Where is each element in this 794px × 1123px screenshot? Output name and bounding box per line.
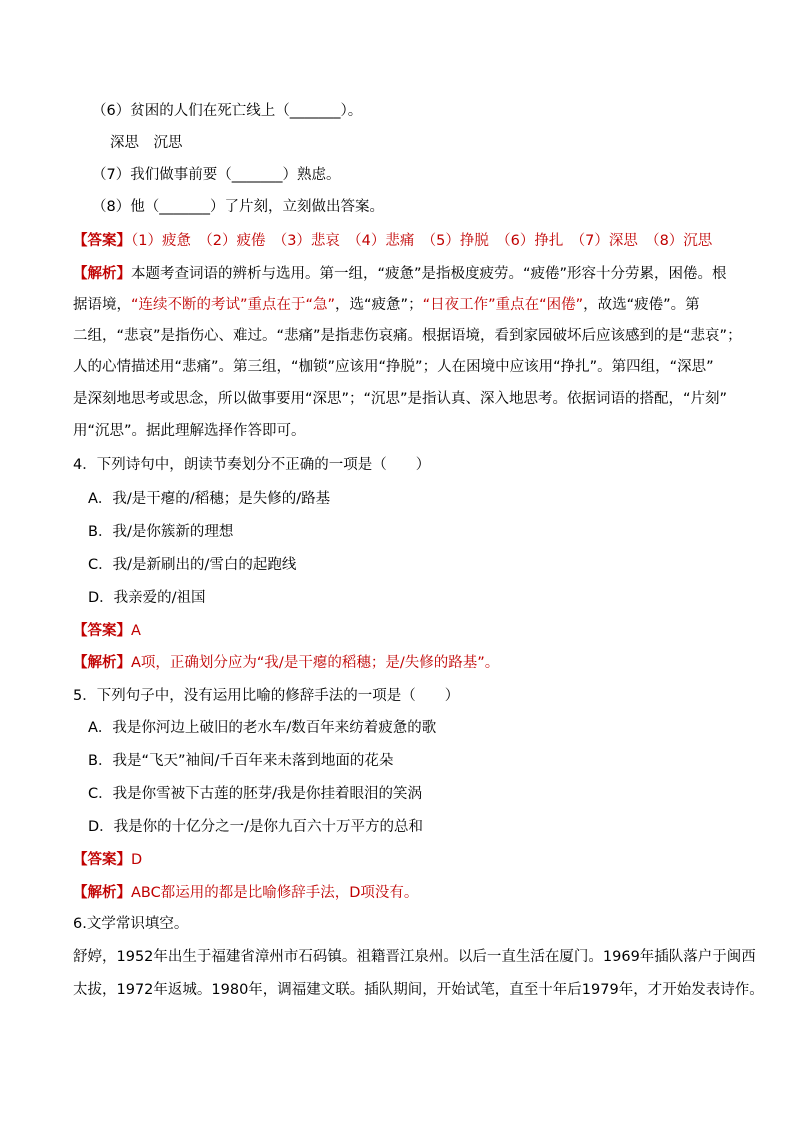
analysis-tag: 【解析】 xyxy=(73,266,131,282)
q5-analysis xyxy=(73,883,418,903)
q3-answer xyxy=(73,231,712,251)
answer-tag: 【答案】 xyxy=(73,852,131,868)
q3-analysis-text-2d: “日夜工作”重点在“困倦” xyxy=(422,297,584,313)
q3-item-8: （8）他（_______）了片刻，立刻做出答案。 xyxy=(92,199,384,215)
q4-option-a: A．我/是干瘪的/稻穗；是失修的/路基 xyxy=(88,491,331,507)
q5-option-b: B．我是“飞天”袖间/千百年来未落到地面的花朵 xyxy=(88,753,394,769)
q5-analysis-text: ABC都运用的都是比喻修辞手法，D项没有。 xyxy=(131,885,419,901)
q5-option-a: A．我是你河边上破旧的老水车/数百年来纺着疲惫的歌 xyxy=(88,720,437,736)
answer-tag: 【答案】 xyxy=(73,233,131,249)
q3-answer-text: （1）疲惫 （2）疲倦 （3）悲哀 （4）悲痛 （5）挣脱 （6）挣扎 （7）深思 （8）沉思 xyxy=(131,233,713,249)
q3-analysis-line-3: 二组，“悲哀”是指伤心、难过。“悲痛”是指悲伤哀痛。根据语境，看到家园破坏后应该感到的是“悲哀”； xyxy=(73,328,742,344)
q3-item-6: （6）贫困的人们在死亡线上（_______）。 xyxy=(92,103,363,119)
q4-analysis xyxy=(73,653,499,673)
q4-option-b: B．我/是你簇新的理想 xyxy=(88,524,234,540)
q3-item-7: （7）我们做事前要（_______）熟虑。 xyxy=(92,167,341,183)
q3-analysis-text-2b: “连续不断的考试”重点在于“急” xyxy=(131,297,336,313)
q3-item-6-options: 深思 沉思 xyxy=(110,135,183,151)
q3-analysis-text-1: 本题考查词语的辨析与选用。第一组，“疲惫”是指极度疲劳。“疲倦”形容十分劳累，困倦。根 xyxy=(131,266,727,282)
q5-option-c: C．我是你雪被下古莲的胚芽/我是你挂着眼泪的笑涡 xyxy=(88,786,423,802)
q3-analysis-line-6: 用“沉思”。据此理解选择作答即可。 xyxy=(73,423,306,439)
q3-analysis-text-2e: ，故选“疲倦”。第 xyxy=(583,297,700,313)
q3-analysis-text-2c: ，选“疲惫”； xyxy=(335,297,423,313)
q5-stem: 5．下列句子中，没有运用比喻的修辞手法的一项是（ ） xyxy=(73,688,460,704)
q3-analysis-text-2a: 据语境， xyxy=(73,297,131,313)
q5-answer xyxy=(73,850,142,870)
analysis-tag: 【解析】 xyxy=(73,655,131,671)
q5-answer-text: D xyxy=(131,852,143,868)
q4-option-c: C．我/是新刷出的/雪白的起跑线 xyxy=(88,557,297,573)
q4-stem: 4．下列诗句中，朗读节奏划分不正确的一项是（ ） xyxy=(73,457,431,473)
q3-analysis-line-5: 是深刻地思考或思念，所以做事要用“深思”；“沉思”是指认真、深入地思考。依据词语的搭配，“片刻” xyxy=(73,391,728,407)
q4-answer-text: A xyxy=(131,623,141,639)
q4-analysis-text: A项，正确划分应为“我/是干瘪的稻穗；是/失修的路基”。 xyxy=(131,655,500,671)
q3-analysis-line-4: 人的心情描述用“悲痛”。第三组，“枷锁”应该用“挣脱”；人在困境中应该用“挣扎”。第四组，“深思” xyxy=(73,359,714,375)
q6-paragraph-line-1: 舒婷，1952年出生于福建省漳州市石码镇。祖籍晋江泉州。以后一直生活在厦门。1969年插队落户于闽西 xyxy=(73,949,756,965)
q4-option-d: D．我亲爱的/祖国 xyxy=(88,590,206,606)
q3-analysis-line-2 xyxy=(73,295,700,315)
answer-tag: 【答案】 xyxy=(73,623,131,639)
q5-option-d: D．我是你的十亿分之一/是你九百六十万平方的总和 xyxy=(88,819,424,835)
q6-paragraph-line-2: 太拔，1972年返城。1980年，调福建文联。插队期间，开始试笔，直至十年后1979年，才开始发表诗作。 xyxy=(73,982,764,998)
analysis-tag: 【解析】 xyxy=(73,885,131,901)
q4-answer xyxy=(73,621,141,641)
q3-analysis-line-1 xyxy=(73,264,727,284)
q6-stem: 6.文学常识填空。 xyxy=(73,916,189,932)
